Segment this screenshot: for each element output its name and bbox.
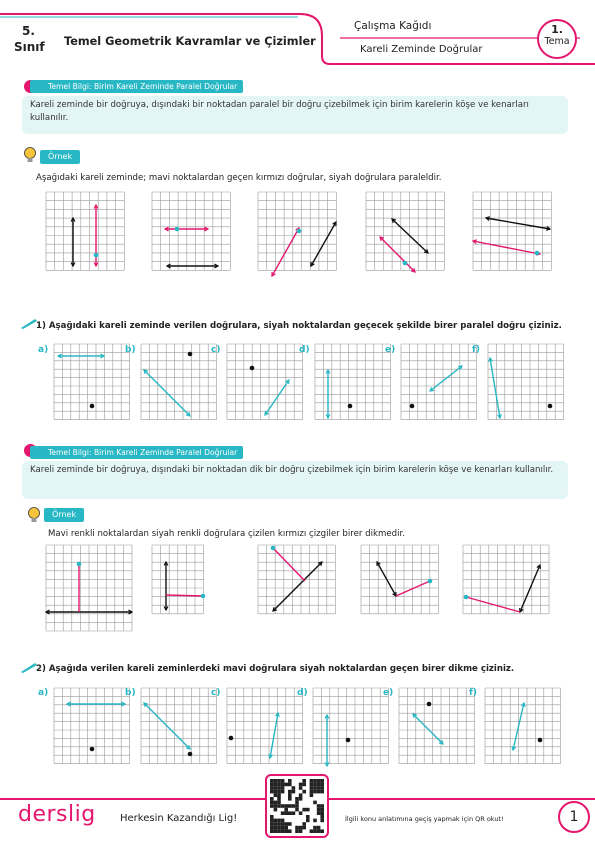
grid xyxy=(488,344,564,420)
grid xyxy=(227,344,303,420)
grid xyxy=(313,688,389,764)
grade-number: 5. xyxy=(22,24,35,38)
tema-number: 1. xyxy=(551,23,563,36)
point xyxy=(77,562,82,567)
exercise-label: b) xyxy=(125,345,136,355)
exercise-label: c) xyxy=(211,688,221,698)
line-segment xyxy=(473,241,540,254)
exercise-label: e) xyxy=(383,688,394,698)
qr-code[interactable] xyxy=(265,774,329,838)
exercise-label: a) xyxy=(38,345,49,355)
point xyxy=(548,404,553,409)
grid xyxy=(46,192,124,270)
point xyxy=(427,702,432,707)
point xyxy=(464,595,469,600)
point xyxy=(175,227,180,232)
grid xyxy=(227,688,303,764)
grid xyxy=(141,688,217,764)
example-text: Aşağıdaki kareli zeminde; mavi noktalardan geçen kırmızı doğrular, siyah doğrulara paraleldir. xyxy=(36,173,442,183)
example-tag: Örnek xyxy=(40,150,80,164)
exercise-label: f) xyxy=(472,345,481,355)
exercise-label: c) xyxy=(211,345,221,355)
exercise-label: d) xyxy=(299,345,310,355)
point xyxy=(538,738,543,743)
point xyxy=(403,261,408,266)
line-segment xyxy=(166,595,203,596)
point xyxy=(94,253,99,258)
question-2: 2) Aşağıda verilen kareli zeminlerdeki mavi doğrulara siyah noktalardan geçen birer dikme çiziniz. xyxy=(36,664,515,674)
line-segment xyxy=(490,358,500,418)
grid xyxy=(46,545,132,631)
point xyxy=(535,251,540,256)
point xyxy=(271,546,276,551)
point xyxy=(297,229,302,234)
grid xyxy=(258,545,335,614)
question-1: 1) Aşağıdaki kareli zeminde verilen doğrulara, siyah noktalardan geçecek şekilde birer paralel doğru çiziniz. xyxy=(36,321,562,331)
point xyxy=(90,747,95,752)
worksheet-label: Çalışma Kağıdı xyxy=(354,20,432,32)
grid xyxy=(141,344,217,420)
info-tag: Temel Bilgi: Birim Kareli Zeminde Paralel Doğrular xyxy=(30,446,243,459)
point xyxy=(346,738,351,743)
exercise-label: b) xyxy=(125,688,136,698)
point xyxy=(250,366,255,371)
grade-word: Sınıf xyxy=(14,40,45,54)
grid xyxy=(54,688,130,764)
exercise-label: e) xyxy=(385,345,396,355)
grid xyxy=(473,192,551,270)
line-segment xyxy=(270,713,278,758)
tema-word: Tema xyxy=(544,36,570,47)
example-text: Mavi renkli noktalardan siyah renkli doğrulara çizilen kırmızı çizgiler birer dikmedir. xyxy=(48,529,405,539)
grid xyxy=(152,192,230,270)
example-tag: Örnek xyxy=(44,508,84,522)
exercise-label: f) xyxy=(469,688,478,698)
grid xyxy=(361,545,438,614)
page-number-text: 1 xyxy=(569,809,579,825)
topic-label: Kareli Zeminde Doğrular xyxy=(360,44,483,55)
line-segment xyxy=(265,380,289,415)
brand-logo: derslig xyxy=(18,802,96,827)
exercise-label: a) xyxy=(38,688,49,698)
line-segment xyxy=(392,219,428,253)
page-title: Temel Geometrik Kavramlar ve Çizimler xyxy=(64,35,316,48)
line-segment xyxy=(273,562,322,611)
point xyxy=(229,736,234,741)
point xyxy=(348,404,353,409)
point xyxy=(410,404,415,409)
line-segment xyxy=(486,218,550,229)
point xyxy=(90,404,95,409)
grid xyxy=(463,545,549,614)
point xyxy=(428,579,433,584)
line-segment xyxy=(466,597,520,612)
point xyxy=(201,594,206,599)
grid xyxy=(399,688,478,764)
line-segment xyxy=(396,581,430,596)
info-box: Kareli zeminde bir doğruya, dışındaki bir noktadan paralel bir doğru çizebilmek için birim karelerin köşe ve kenarları kullanılır. xyxy=(22,96,568,134)
line-segment xyxy=(413,714,443,744)
page-number xyxy=(558,801,590,833)
point xyxy=(188,352,193,357)
grid xyxy=(485,688,561,764)
info-tag: Temel Bilgi: Birim Kareli Zeminde Paralel Doğrular xyxy=(30,80,243,93)
line-segment xyxy=(273,548,305,581)
slogan: Herkesin Kazandığı Lig! xyxy=(120,813,238,824)
grid xyxy=(315,344,391,420)
qr-note: İlgili konu anlatımına geçiş yapmak için QR okut! xyxy=(345,815,504,823)
point xyxy=(188,752,193,757)
exercise-label: d) xyxy=(297,688,308,698)
grid xyxy=(152,545,204,614)
info-box: Kareli zeminde bir doğruya, dışındaki bir noktadan dik bir doğru çizebilmek için birim karelerin köşe ve kenarları kullanılır. xyxy=(22,461,568,499)
